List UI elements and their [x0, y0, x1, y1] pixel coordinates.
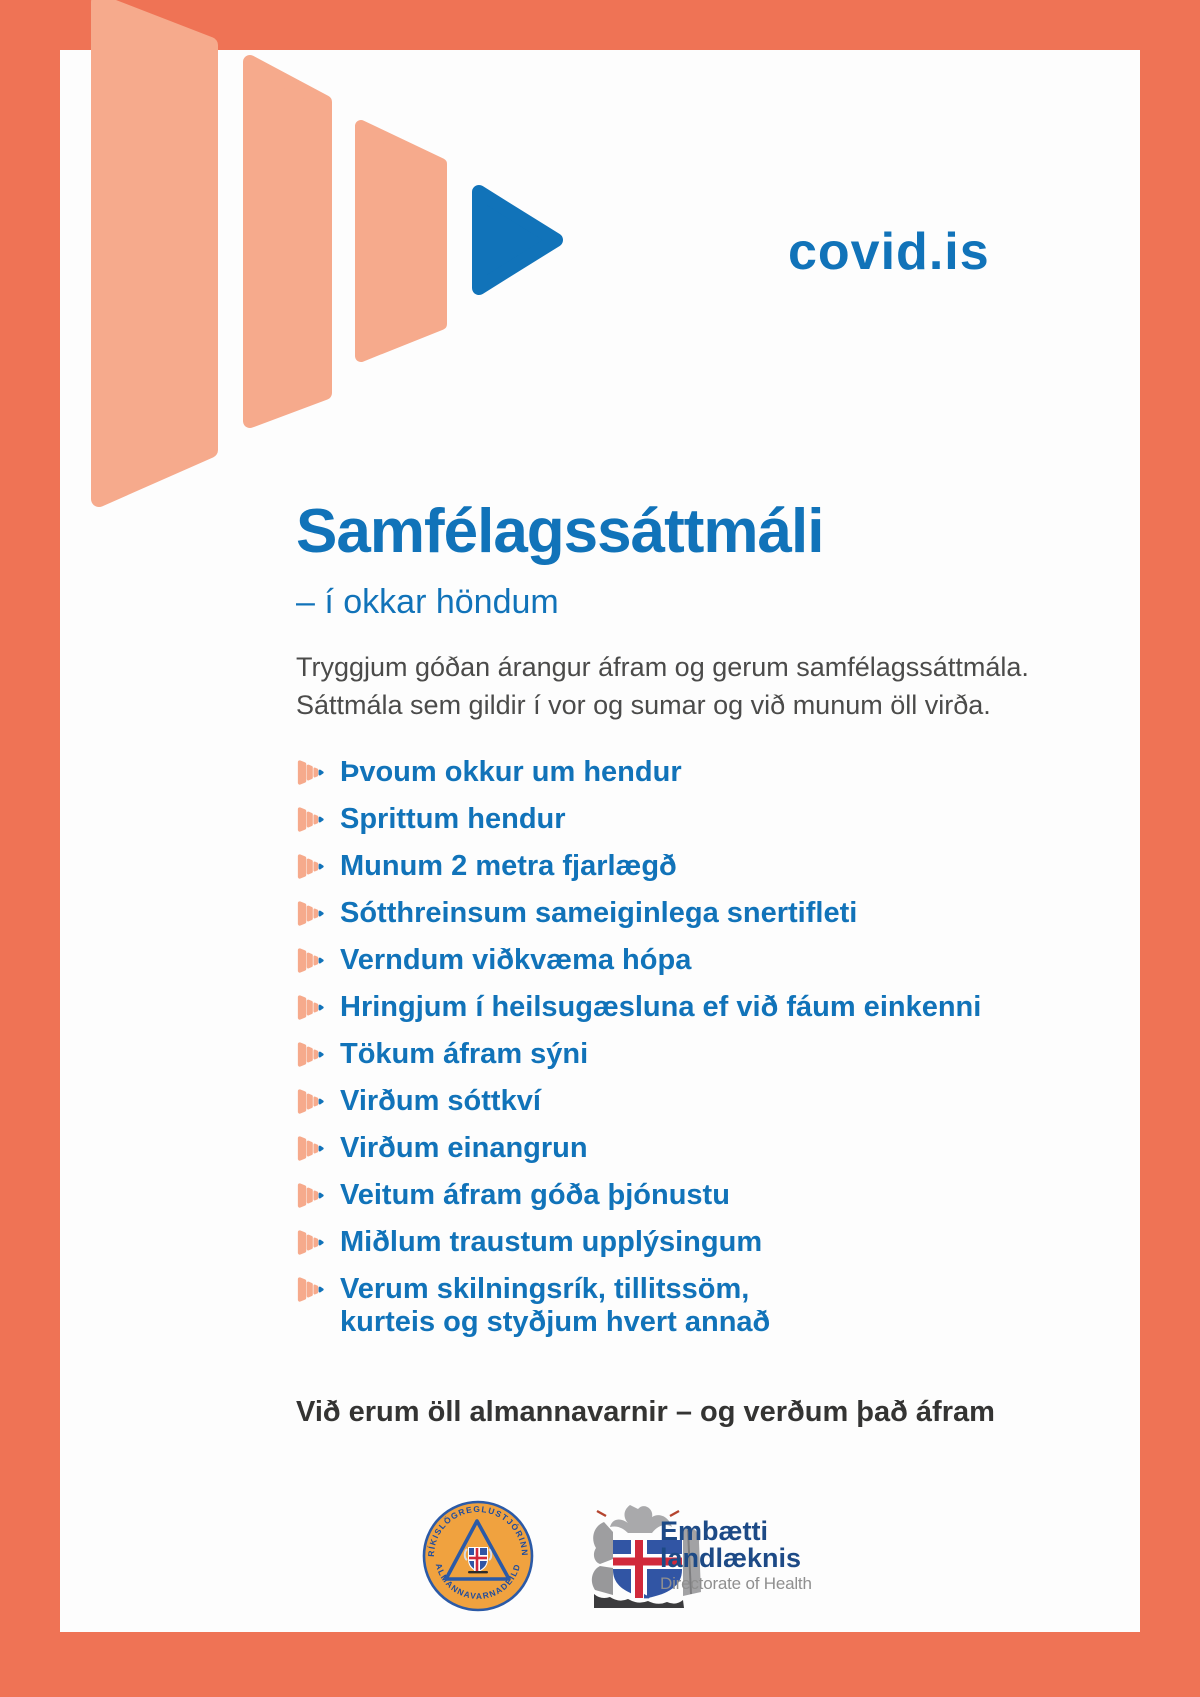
- list-item-label: Hringjum í heilsugæsluna ef við fáum einkenni: [340, 991, 982, 1023]
- play-bullet-icon: [296, 1086, 324, 1117]
- list-item-label: Munum 2 metra fjarlægð: [340, 850, 677, 882]
- list-item-label: Verndum viðkvæma hópa: [340, 944, 692, 976]
- logo-play-arrow-icon: [479, 192, 556, 288]
- pledge-list: [296, 756, 981, 1353]
- badge-mini-base: [468, 1571, 488, 1573]
- list-item-label: Miðlum traustum upplýsingum: [340, 1226, 763, 1258]
- logo-bar-3: [361, 126, 441, 356]
- list-item: [296, 991, 981, 1024]
- list-item: [296, 1085, 981, 1118]
- logo-bar-2: [250, 62, 325, 421]
- arms-cross-v-red: [635, 1540, 643, 1598]
- play-bullet-icon: [296, 757, 324, 788]
- arms-dragon: [593, 1522, 613, 1564]
- play-bullet-icon: [296, 1274, 324, 1305]
- play-bullet-icon: [296, 804, 324, 835]
- intro-line-1: Tryggjum góðan árangur áfram og gerum samfélagssáttmála.: [296, 652, 1029, 682]
- list-item: [296, 1132, 981, 1165]
- health-line-2: landlæknis: [660, 1543, 802, 1573]
- list-item: [296, 1038, 981, 1071]
- list-item: [296, 1226, 981, 1259]
- list-item-label: Veitum áfram góða þjónustu: [340, 1179, 730, 1211]
- list-item-label: Sótthreinsum sameiginlega snertifleti: [340, 897, 858, 929]
- badge-mini-cross-v-red: [476, 1548, 479, 1572]
- play-bullet-icon: [296, 1227, 324, 1258]
- badge-ring-bottom-text: ALMANNAVARNADEILD: [433, 1562, 523, 1602]
- list-item-label: Sprittum hendur: [340, 803, 566, 835]
- list-item: [296, 850, 981, 883]
- closing-statement: Við erum öll almannavarnir – og verðum það áfram: [296, 1396, 995, 1428]
- logo-bar-1: [99, 2, 210, 499]
- list-item-label: Virðum sóttkví: [340, 1085, 541, 1117]
- list-item-label-line2: kurteis og styðjum hvert annað: [340, 1306, 771, 1338]
- intro-paragraph: [296, 648, 1029, 724]
- directorate-of-health-logotype: [660, 1518, 812, 1595]
- list-item: [296, 1179, 981, 1212]
- arms-bull: [592, 1566, 613, 1595]
- page-title: Samfélagssáttmáli: [296, 497, 824, 566]
- list-item: [296, 897, 981, 930]
- list-item: [296, 803, 981, 836]
- list-item-label: Þvoum okkur um hendur: [340, 756, 682, 788]
- play-bullet-icon: [296, 1133, 324, 1164]
- play-bullet-icon: [296, 1180, 324, 1211]
- play-bullet-icon: [296, 851, 324, 882]
- health-line-3: Directorate of Health: [660, 1574, 812, 1593]
- play-bullet-icon: [296, 898, 324, 929]
- list-item-label: Virðum einangrun: [340, 1132, 588, 1164]
- list-item: [296, 756, 981, 789]
- site-name: covid.is: [788, 223, 990, 281]
- play-bullet-icon: [296, 945, 324, 976]
- play-bullet-icon: [296, 992, 324, 1023]
- list-item: [296, 944, 981, 977]
- page-subtitle: – í okkar höndum: [296, 583, 559, 621]
- covid-logo-icon: [85, 0, 585, 522]
- health-line-1: Embætti: [660, 1516, 768, 1546]
- intro-line-2: Sáttmála sem gildir í vor og sumar og við munum öll virða.: [296, 690, 991, 720]
- badge-ring-top-text: RÍKISLÖGREGLUSTJÓRINN: [425, 1503, 531, 1558]
- list-item-label: Tökum áfram sýni: [340, 1038, 589, 1070]
- list-item: [296, 1273, 981, 1339]
- play-bullet-icon: [296, 1039, 324, 1070]
- badge-mini-cross-h-red: [469, 1557, 487, 1560]
- list-item-label: Verum skilningsrík, tillitssöm,: [340, 1273, 750, 1305]
- civil-protection-badge-icon: [422, 1500, 534, 1612]
